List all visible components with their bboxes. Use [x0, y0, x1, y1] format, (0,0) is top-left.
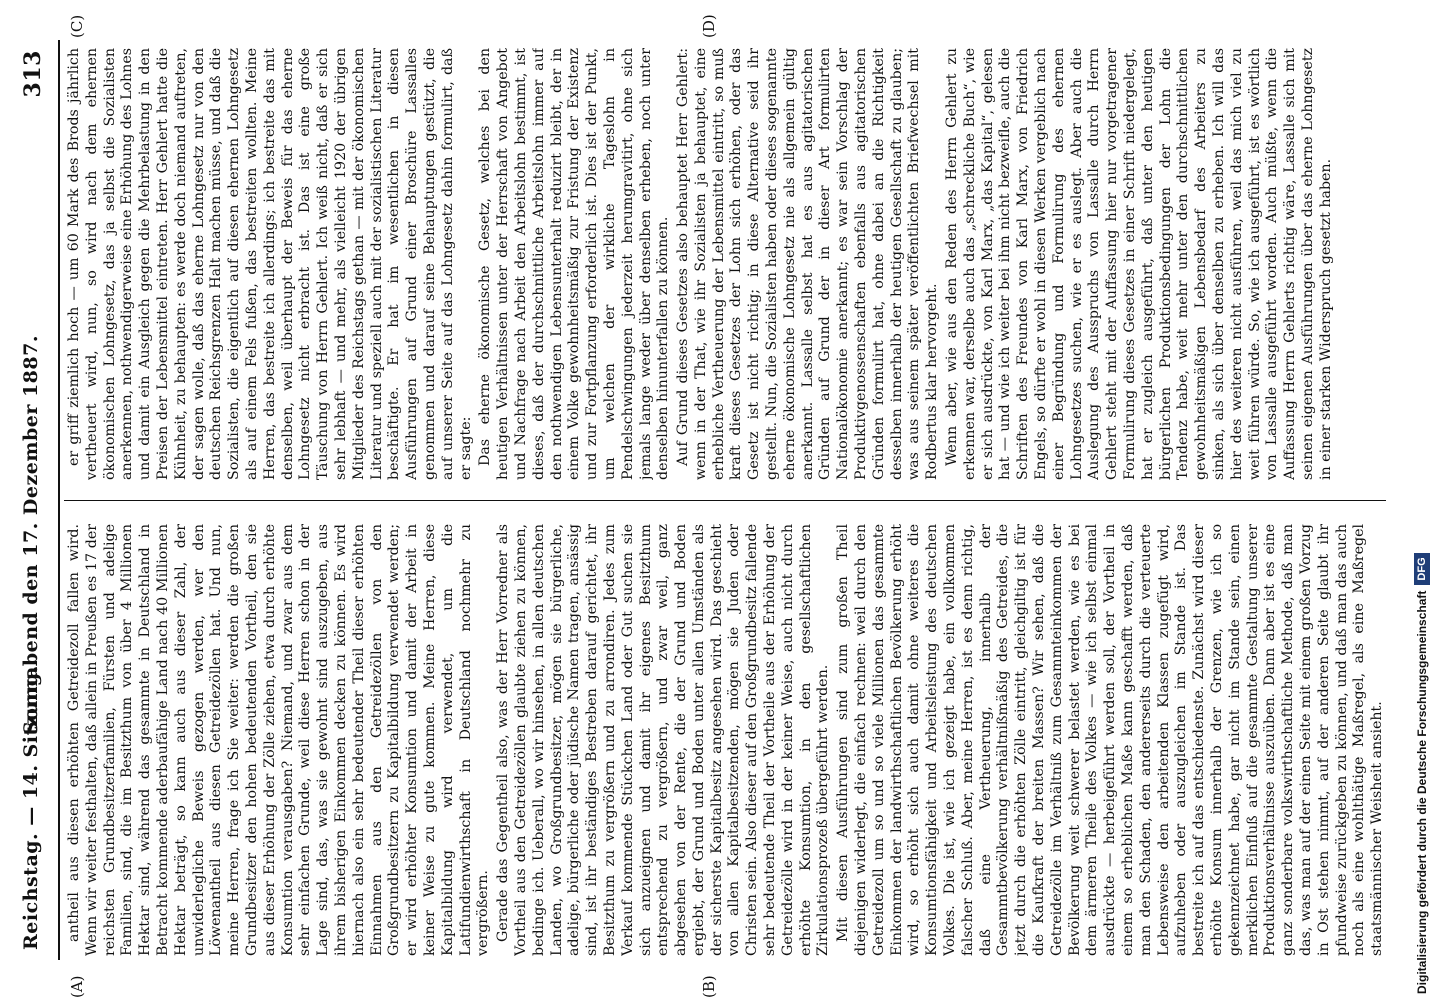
margin-mark-c: (C) — [68, 14, 86, 38]
funding-note — [1412, 0, 1432, 1000]
margin-mark-a: (A) — [68, 975, 86, 998]
paragraph: antheil aus diesen erhöhten Getreidezoll fallen wird. Wenn wir weiter festhalten, daß allein in Preußen es 17 der reichsten Grundbesitzerfamilien, Fürsten und adelige Familien, sind, die im Besitzthum von über 4 Millionen Hektar sind, während das gesammte in Deutschland in Betracht kommende aderbaufähige Land nach 40 Millionen Hektar beträgt, so kann auch aus dieser Zahl, der unwiderlegliche Beweis gezogen werden, wer den Löwenantheil aus diesen Getreidezöllen hat. Und nun, meine Herren, frage ich Sie weiter: werden die großen Grundbesitzer den hohen bedeutenden Vortheil, den sie aus dieser Erhöhung der Zölle ziehen, etwa durch erhöhte Konsumtion verausgaben? Niemand, und zwar aus dem sehr einfachen Grunde, weil diese Herren schon in der Lage sind, das, was sie gewohnt sind auszugeben, aus ihrem bisherigen Einkommen decken zu können. Es wird hiernach also ein sehr bedeutender Theil dieser erhöhten Einnahmen aus den Getreidezöllen von den Großgrundbesitzern zu Kapitalbildung verwendet werden; er wird erhöhter Konsumtion und damit der Arbeit in keiner Weise zu gute kommen. Meine Herren, diese Kapitalbildung wird verwendet, um die Latifundienwirthschaft in Deutschland nochmehr zu vergrößern. — [66, 524, 492, 956]
page-number: 313 — [20, 50, 46, 98]
dfg-logo: DFG — [1414, 553, 1430, 584]
text-column-right — [66, 48, 1388, 480]
paragraph: Wenn aber, wie aus den Reden des Herrn Gehlert zu erkennen war, derselbe auch das „schreckliche Buch“, wie er sich ausdrückte, von Karl Marx, „das Kapital“, gelesen hat — und wie ich weiter bei ihm nicht bezweifle, auch die Schriften des Freundes von Karl Marx, von Friedrich Engels, so dürfte er wohl in diesen Werken vergeblich nach einer Begründung und Formulirung des ehernen Lohngesetzes suchen, wie er es auslegt. Aber auch die Auslegung des Ausspruchs von Lassalle durch Herrn Gehlert steht mit der Auffassung hier nur vorgetragener Formulirung dieses Gesetzes in einer Schrift niedergelegt, hat er zugleich ausgeführt, daß unter den heutigen bürgerlichen Produktionsbedingungen der Lohn die Tendenz habe, weit mehr unter den durchschnittlichen gewohnheitsmäßigen Lebensbedarf des Arbeiters zu sinken, als sich über denselben zu erheben. Ich will das hier des weiteren nicht ausführen, weil das mich viel zu weit führen würde. So, wie ich ausgeführt, ist es wörtlich von Lassalle ausgeführt worden. Auch müßte, wenn die Auffassung Herrn Gehlerts richtig wäre, Lassalle sich mit seinen eigenen Ausführungen über das eherne Lohngesetz in einer starken Widerspruch gesetzt haben. — [944, 48, 1334, 480]
session-date: Sonnabend den 17. Dezember 1887. — [20, 335, 42, 735]
margin-mark-d: (D) — [700, 14, 718, 38]
paragraph: Auf Grund dieses Gesetzes also behauptet Herr Gehlert: wenn in der That, wie ihr Sozialisten ja behauptet, eine erhebliche Vertheuerung der Lebensmittel eintritt, so muß kraft dieses Gesetzes der Lohn sich erhöhen, oder das Gesetz ist nicht richtig; in diese Alternative seid ihr gestellt. Nun, die Sozialisten haben oder dieses sogenannte eherne ökonomische Lohngesetz nie als allgemein gültig anerkannt. Lassalle selbst hat es aus agitatorischen Gründen auf Grund der in dieser Art formulirten Nationalökonomie anerkannt; es war sein Vorschlag der Produktivgenossenschaften ebenfalls aus agitatorischen Gründen formulirt hat, ohne dabei an die Richtigkeit desselben innerhalb der heutigen Gesellschaft zu glauben; was aus seinem später veröffentlichten Briefwechsel mit Rodbertus klar hervorgeht. — [675, 48, 941, 480]
text-column-left — [66, 524, 1388, 956]
paragraph: Das eherne ökonomische Gesetz, welches bei den heutigen Verhältnissen unter der Herrschaft von Angebot und Nachfrage nach Arbeit den Arbeitslohn bestimmt, ist dieses, daß der durchschnittliche Arbeitslohn immer auf den nothwendigen Lebensunterhalt reduzirt bleibt, der in einem Volke gewohnheitsmäßig zur Fristung der Existenz und zur Fortpflanzung erforderlich ist. Dies ist der Punkt, um welchen der wirkliche Tageslohn in Pendelschwingungen jederzeit herumgravitirt, ohne sich jemals lange weder über denselben erheben, noch unter denselben hinunterfallen zu können. — [477, 48, 672, 480]
paragraph: Gerade das Gegentheil also, was der Herr Vorredner als Vortheil aus den Getreidezöllen glaubte ziehen zu können, bedinge ich. Ueberall, wo wir hinsehen, in allen deutschen Landen, wo Großgrundbesitzer, mögen sie bürgerliche, adelige, bürgerliche oder jüdische Namen tragen, ansässig sind, ist ihr beständiges Bestreben darauf gerichtet, ihr Besitzthum zu vergrößern und zu arrondiren. Jedes zum Verkauf kommende Stückchen Land oder Gut suchen sie sich anzueignen und damit ihr eigenes Besitzthum entsprechend zu vergrößern, und zwar weil, ganz abgesehen von der Rente, die der Grund und Boden ergiebt, der Grund und Boden unter allen Umständen als der sicherste Kapitalbesitz angesehen wird. Das geschieht von allen Kapitalbesitzenden, mögen sie Juden oder Christen sein. Also dieser auf den Großgrundbesitz fallende sehr bedeutende Theil der Vortheile aus der Erhöhung der Getreidezölle wird in der keiner Weise, auch nicht durch erhöhte Konsumtion, in den gesellschaftlichen Zirkulationsprozeß übergeführt werden. — [495, 524, 832, 956]
margin-mark-b: (B) — [700, 975, 718, 998]
funding-sidebar — [1412, 0, 1432, 1000]
page-header — [8, 40, 60, 960]
paragraph: Mit diesen Ausführungen sind zum großen Theil diejenigen widerlegt, die einfach rechnen: weil durch den Getreidezoll um so und so viele Millionen das gesammte Einkommen der landwirthschaftlichen Bevölkerung erhöht wird, so erhöht sich auch damit ohne weiteres die Konsumtionsfähigkeit und Arbeitsleistung des deutschen Volkes. Die ist, wie ich gezeigt habe, ein vollkommen falscher Schluß. Aber, meine Herren, ist es denn richtig, daß eine Vertheuerung, innerhalb der Gesammtbevölkerung verhältnißmäßig des Getreides, die jetzt durch die erhöhten Zölle eintritt, gleichgiltig ist für die Kaufkraft der breiten Massen? Wir sehen, daß die Getreidezölle im Verhältniß zum Gesammteinkommen der Bevölkerung weit schwerer belastet werden, wie es bei dem ärmeren Theile des Volkes — wie ich selbst einmal ausdrückte — herbeigeführt werden soll, der Vortheil in einem so erheblichen Maße kann geschafft werden, daß man den Schaden, den andererseits durch die verteuerte Lebensweise den arbeitenden Klassen zugefügt wird, aufzuheben oder auszugleichen im Stande ist. Das bestreite ich auf das entschiedenste. Zunächst wird dieser erhöhte Konsum innerhalb der Grenzen, wie ich so gekennzeichnet habe, gar nicht im Stande sein, einen merklichen Einfluß auf die gesammte Gestaltung unserer Produktionsverhältnisse auszuüben. Dann aber ist es eine ganz sonderbare volkswirthschaftliche Methode, daß man das, was man auf der einen Seite mit einem großen Vorzug in Ost stehen nimmt, auf der anderen Seite glaubt ihr pfundweise zurückgeben zu können, und daß man das auch noch als eine wohlthätige Maßregel, als eine Maßregel staatsmännischer Weisheit ansieht. — [835, 524, 1386, 956]
column-divider — [64, 500, 1386, 501]
paragraph: er griff ziemlich hoch — um 60 Mark des Brods jährlich vertheuert wird, nun, so wird nach dem ehernen ökonomischen Lohngesetz, das ja selbst die Sozialisten anerkennen, nothwendigerweise eine Erhöhung des Lohnes und damit ein Ausgleich gegen die Mehrbelastung in den Preisen der Lebensmittel eintreten. Herr Gehlert hatte die Kühnheit, zu behaupten: es werde doch niemand auftreten, der sagen wolle, daß das eherne Lohngesetz nur von den deutschen Reichsgrenzen Halt machen müsse, und daß die Sozialisten, die eigentlich auf diesen ehernen Lohngesetz als auf einem Fels fußen, das bestreiten wollten. Meine Herren, das bestreite ich allerdings; ich bestreite das mit denselben, weil überhaupt der Beweis für das eherne Lohngesetz nicht erbracht ist. Das ist eine große Täuschung von Herrn Gehlert. Ich weiß nicht, daß er sich sehr lebhaft — und mehr, als vielleicht 1920 der übrigen Mitglieder des Reichstags gethan — mit der ökonomischen Literatur und speziell auch mit der sozialistischen Literatur beschäftigte. Er hat im wesentlichen in diesen Ausführungen auf Grund einer Broschüre Lassalles genommen und darauf seine Behauptungen gestützt, die auf unserer Seite auf das Lohngesetz dahin formulirt, daß er sagte: — [66, 48, 474, 480]
session-title: Reichstag. — 14. Sitzung. — [20, 665, 42, 950]
funding-text: Digitalisierung gefördert durch die Deutsche Forschungsgemeinschaft — [1415, 590, 1429, 994]
